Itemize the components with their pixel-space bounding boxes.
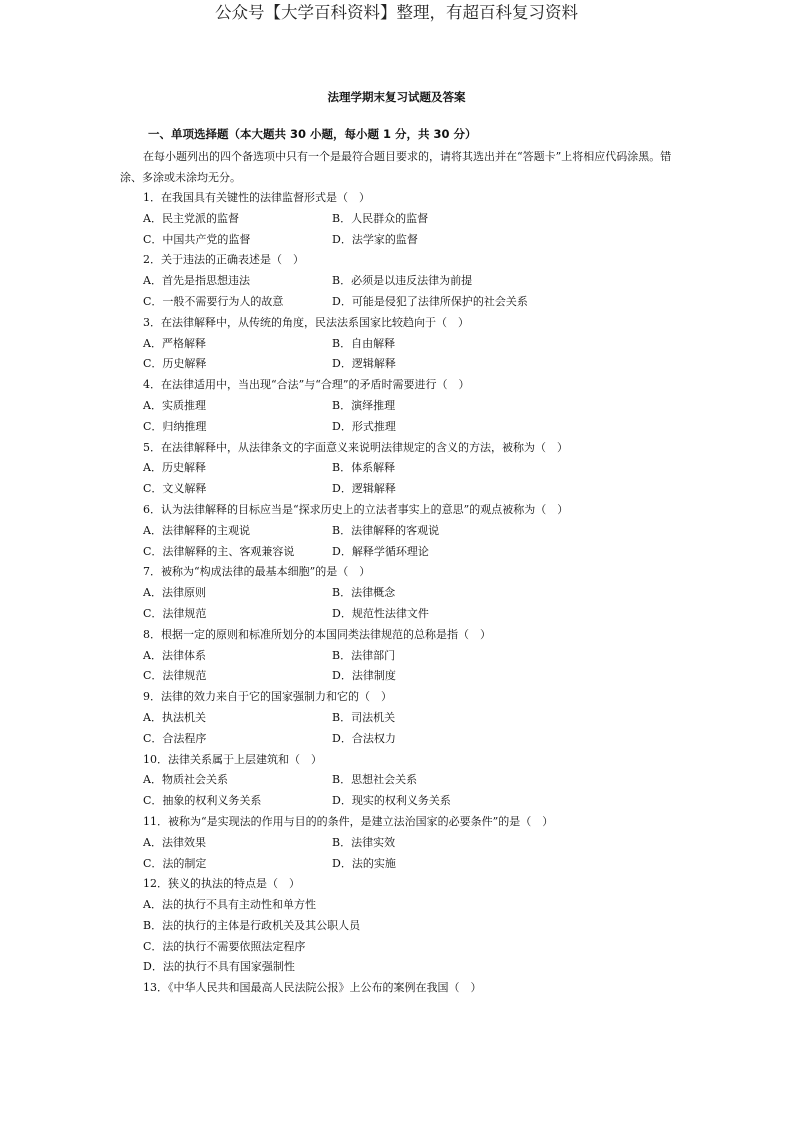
option-row — [0, 209, 793, 230]
answer-option: C．归纳推理 — [143, 419, 207, 433]
answer-option: C．合法程序 — [143, 731, 207, 745]
question-stem: 9．法律的效力来自于它的国家强制力和它的（ ） — [143, 690, 392, 704]
option-row — [0, 396, 793, 417]
option-row — [0, 521, 793, 542]
answer-option: D．法的实施 — [332, 856, 396, 870]
option-row — [0, 583, 793, 604]
answer-option: A．历史解释 — [143, 461, 206, 475]
question-stem: 4．在法律适用中，当出现“合法”与“合理”的矛盾时需要进行（ ） — [143, 378, 470, 392]
answer-option: A．法的执行不具有主动性和单方性 — [143, 898, 316, 912]
answer-option: C．法律规范 — [143, 606, 207, 620]
answer-option: D．法的执行不具有国家强制性 — [143, 960, 295, 974]
answer-option: B．法律概念 — [332, 586, 396, 600]
question-stem: 6．认为法律解释的目标应当是“探求历史上的立法者事实上的意思”的观点被称为（ ） — [143, 502, 569, 516]
answer-option: D．法学家的监督 — [332, 232, 418, 246]
answer-option: D．合法权力 — [332, 731, 396, 745]
answer-option: A．首先是指思想违法 — [143, 274, 250, 288]
option-row — [0, 458, 793, 479]
answer-option: B．法律部门 — [332, 648, 396, 662]
answer-option: D．可能是侵犯了法律所保护的社会关系 — [332, 294, 528, 308]
answer-option: A．执法机关 — [143, 710, 206, 724]
answer-option: B．法律实效 — [332, 835, 396, 849]
option-row — [0, 292, 793, 313]
answer-option: C．抽象的权利义务关系 — [143, 794, 262, 808]
question-stem: 2．关于违法的正确表述是（ ） — [143, 253, 304, 267]
answer-option: D．法律制度 — [332, 669, 396, 683]
answer-option: B．法的执行的主体是行政机关及其公职人员 — [143, 918, 361, 932]
answer-option: C．法的制定 — [143, 856, 207, 870]
answer-option: C．中国共产党的监督 — [143, 232, 251, 246]
option-row — [0, 791, 793, 812]
question-stem: 12．狭义的执法的特点是（ ） — [143, 877, 300, 891]
option-row — [0, 479, 793, 500]
answer-option: B．司法机关 — [332, 710, 396, 724]
answer-option: A．实质推理 — [143, 398, 206, 412]
option-row — [0, 854, 793, 875]
section-heading: 一、单项选择题（本大题共 30 小题，每小题 1 分，共 30 分） — [148, 127, 477, 141]
option-row — [0, 833, 793, 854]
answer-option: A．严格解释 — [143, 336, 206, 350]
answer-option: D．解释学循环理论 — [332, 544, 429, 558]
answer-option: B．体系解释 — [332, 461, 396, 475]
option-row — [0, 230, 793, 251]
answer-option: D．形式推理 — [332, 419, 396, 433]
option-row — [0, 646, 793, 667]
question-stem: 7．被称为“构成法律的最基本细胞”的是（ ） — [143, 565, 371, 579]
answer-option: A．法律原则 — [143, 586, 206, 600]
answer-option: A．物质社会关系 — [143, 773, 228, 787]
option-row — [0, 354, 793, 375]
answer-option: C．一般不需要行为人的故意 — [143, 294, 284, 308]
answer-option: C．法的执行不需要依照法定程序 — [143, 939, 306, 953]
option-row — [0, 708, 793, 729]
answer-option: B．必须是以违反法律为前提 — [332, 274, 473, 288]
answer-option: B．演绎推理 — [332, 398, 396, 412]
answer-option: C．法律解释的主、客观兼容说 — [143, 544, 295, 558]
option-row — [0, 666, 793, 687]
option-row — [0, 334, 793, 355]
option-row — [0, 729, 793, 750]
question-stem: 13．《中华人民共和国最高人民法院公报》上公布的案例在我国（ ） — [143, 981, 482, 995]
page-header: 公众号【大学百科资料】整理，有超百科复习资料 — [215, 3, 578, 22]
option-row — [0, 271, 793, 292]
option-row — [0, 417, 793, 438]
question-stem: 8．根据一定的原则和标准所划分的本国同类法律规范的总称是指（ ） — [143, 627, 491, 641]
answer-option: B．人民群众的监督 — [332, 211, 429, 225]
answer-option: C．法律规范 — [143, 669, 207, 683]
answer-option: B．自由解释 — [332, 336, 396, 350]
question-stem: 5．在法律解释中，从法律条文的字面意义来说明法律规定的含义的方法，被称为（ ） — [143, 440, 568, 454]
answer-option: D．规范性法律文件 — [332, 606, 429, 620]
document-title: 法理学期末复习试题及答案 — [327, 90, 466, 104]
answer-option: A．法律解释的主观说 — [143, 523, 250, 537]
option-row — [0, 604, 793, 625]
answer-option: A．民主党派的监督 — [143, 211, 239, 225]
question-stem: 11．被称为“是实现法的作用与目的的条件，是建立法治国家的必要条件”的是（ ） — [143, 814, 554, 828]
answer-option: B．法律解释的客观说 — [332, 523, 440, 537]
answer-option: A．法律体系 — [143, 648, 206, 662]
answer-option: B．思想社会关系 — [332, 773, 418, 787]
answer-option: A．法律效果 — [143, 835, 206, 849]
option-row — [0, 542, 793, 563]
answer-option: C．历史解释 — [143, 357, 207, 371]
question-stem: 10．法律关系属于上层建筑和（ ） — [143, 752, 322, 766]
answer-option: D．逻辑解释 — [332, 482, 396, 496]
answer-option: D．现实的权利义务关系 — [332, 794, 451, 808]
instructions-paragraph: 在每小题列出的四个备选项中只有一个是最符合题目要求的，请将其选出并在“答题卡”上将相应代码涂黑。错涂、多涂或未涂均无分。 — [120, 150, 672, 184]
question-stem: 1．在我国具有关键性的法律监督形式是（ ） — [143, 191, 370, 204]
question-list — [0, 188, 793, 999]
answer-option: D．逻辑解释 — [332, 357, 396, 371]
option-row — [0, 770, 793, 791]
answer-option: C．文义解释 — [143, 482, 207, 496]
question-stem: 3．在法律解释中，从传统的角度，民法法系国家比较趋向于（ ） — [143, 315, 469, 329]
